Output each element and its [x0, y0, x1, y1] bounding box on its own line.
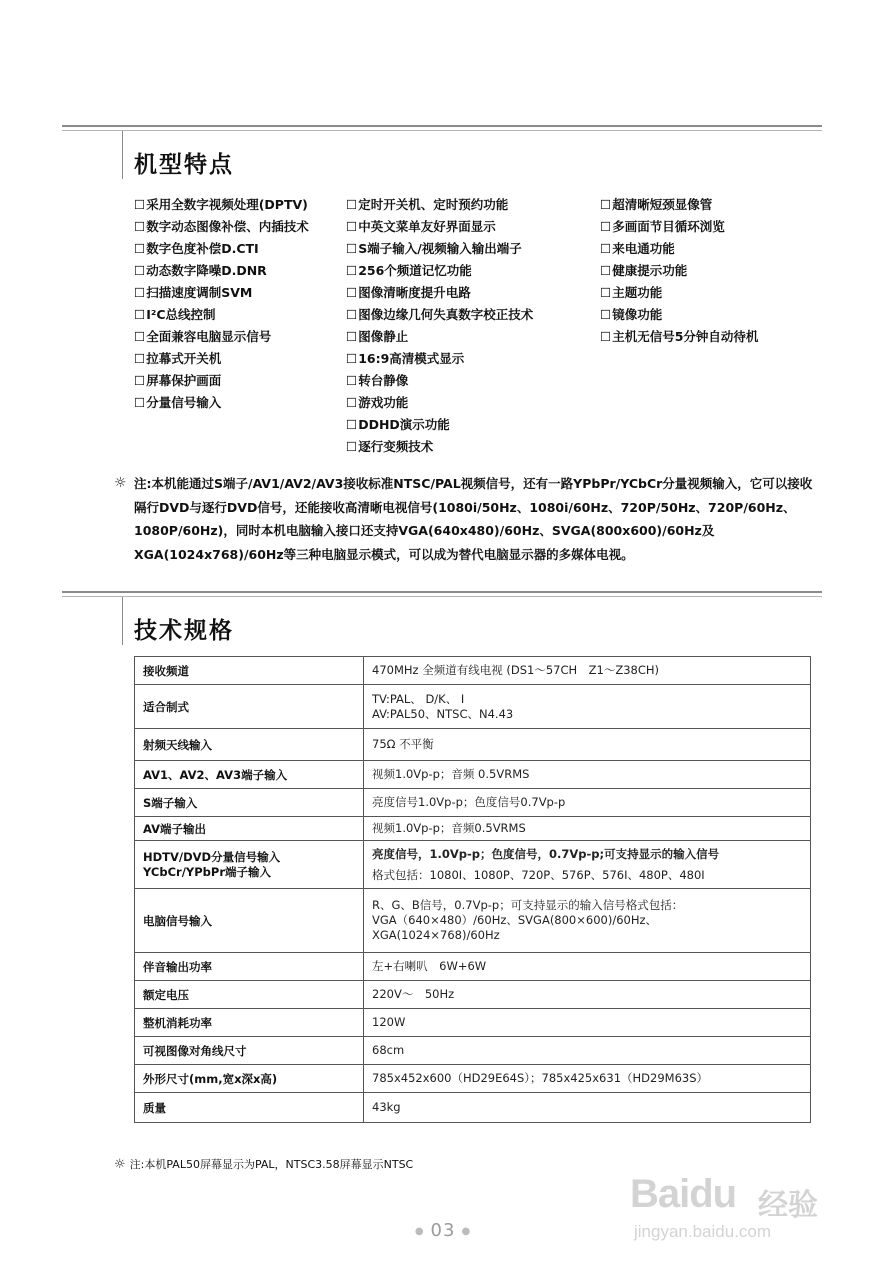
sun-icon: ☼ — [114, 1157, 126, 1172]
spec-label: 质量 — [135, 1093, 364, 1123]
feature-item: ☐ 图像清晰度提升电路 — [346, 282, 596, 304]
feature-item: ☐ 屏幕保护画面 — [134, 370, 329, 392]
title-vline-2 — [122, 597, 123, 645]
spec-value — [364, 761, 811, 789]
table-row — [135, 729, 811, 761]
spec-value-line: 75Ω 不平衡 — [372, 737, 434, 751]
title-vline — [122, 131, 123, 179]
feature-item: ☐ 健康提示功能 — [600, 260, 840, 282]
specs-table — [134, 656, 811, 1123]
spec-value-line: AV:PAL50、NTSC、N4.43 — [372, 706, 514, 721]
spec-value — [364, 729, 811, 761]
spec-value-line: 43kg — [372, 1100, 401, 1114]
footnote — [114, 1156, 413, 1172]
spec-value-line: XGA(1024×768)/60Hz — [372, 928, 500, 942]
spec-value-line: 亮度信号1.0Vp-p；色度信号0.7Vp-p — [372, 795, 566, 809]
spec-value — [364, 889, 811, 953]
features-note — [114, 472, 814, 566]
table-row — [135, 1093, 811, 1123]
feature-item: ☐ 扫描速度调制SVM — [134, 282, 329, 304]
spec-label: AV端子输出 — [135, 817, 364, 841]
footnote-text: 注:本机PAL50屏幕显示为PAL，NTSC3.58屏幕显示NTSC — [129, 1158, 414, 1171]
spec-value-line: 470MHz 全频道有线电视 (DS1～57CH Z1～Z38CH) — [372, 663, 660, 677]
spec-label: AV1、AV2、AV3端子输入 — [135, 761, 364, 789]
features-list — [134, 194, 834, 460]
spec-value-line: 亮度信号，1.0Vp-p；色度信号，0.7Vp-p;可支持显示的输入信号 — [372, 846, 720, 861]
top-rule — [62, 125, 822, 127]
middle-rule — [62, 591, 822, 593]
spec-label: 伴音输出功率 — [135, 953, 364, 981]
feature-item: ☐ I²C总线控制 — [134, 304, 329, 326]
feature-item: ☐ 超清晰短颈显像管 — [600, 194, 840, 216]
watermark-logo: Baidu — [630, 1172, 737, 1216]
feature-item: ☐ 镜像功能 — [600, 304, 840, 326]
sun-icon: ☼ — [114, 475, 127, 491]
spec-value — [364, 657, 811, 685]
spec-value-line: 视频1.0Vp-p；音频0.5VRMS — [372, 821, 526, 835]
spec-value — [364, 1093, 811, 1123]
feature-item: ☐ 全面兼容电脑显示信号 — [134, 326, 329, 348]
table-row — [135, 889, 811, 953]
feature-item: ☐ 拉幕式开关机 — [134, 348, 329, 370]
spec-label-line: HDTV/DVD分量信号输入 — [143, 849, 281, 864]
feature-item: ☐ 定时开关机、定时预约功能 — [346, 194, 596, 216]
feature-item: ☐ 动态数字降噪D.DNR — [134, 260, 329, 282]
spec-label: 整机消耗功率 — [135, 1009, 364, 1037]
table-row — [135, 817, 811, 841]
table-row — [135, 981, 811, 1009]
feature-item: ☐ 16:9高清模式显示 — [346, 348, 596, 370]
spec-value-line: 左+右喇叭 6W+6W — [372, 959, 487, 973]
specs-title: 技术规格 — [134, 618, 234, 644]
spec-label: S端子输入 — [135, 789, 364, 817]
feature-item: ☐ 数字色度补偿D.CTI — [134, 238, 329, 260]
spec-value — [364, 953, 811, 981]
feature-item: ☐ 逐行变频技术 — [346, 436, 596, 458]
top-rule-thin — [62, 130, 822, 131]
table-row — [135, 685, 811, 729]
features-col-3 — [600, 194, 840, 348]
table-row — [135, 761, 811, 789]
page-number-text: 03 — [430, 1220, 456, 1241]
feature-item: ☐ 游戏功能 — [346, 392, 596, 414]
spec-label: 额定电压 — [135, 981, 364, 1009]
spec-value-line: 120W — [372, 1015, 406, 1029]
spec-label — [135, 841, 364, 889]
feature-item: ☐ 来电通功能 — [600, 238, 840, 260]
spec-value — [364, 685, 811, 729]
spec-value — [364, 1065, 811, 1093]
feature-item: ☐ 中英文菜单友好界面显示 — [346, 216, 596, 238]
feature-item: ☐ 数字动态图像补偿、内插技术 — [134, 216, 329, 238]
bullet-dot: ● — [414, 1225, 425, 1237]
feature-item: ☐ 采用全数字视频处理(DPTV) — [134, 194, 329, 216]
watermark-url: jingyan.baidu.com — [634, 1222, 772, 1241]
middle-rule-thin — [62, 596, 822, 597]
page-number — [0, 1220, 886, 1241]
feature-item: ☐ S端子输入/视频输入输出端子 — [346, 238, 596, 260]
table-row — [135, 657, 811, 685]
spec-value — [364, 841, 811, 889]
baidu-watermark — [630, 1150, 870, 1260]
spec-label: 可视图像对角线尺寸 — [135, 1037, 364, 1065]
feature-item: ☐ 转台静像 — [346, 370, 596, 392]
spec-label: 电脑信号输入 — [135, 889, 364, 953]
spec-value — [364, 1009, 811, 1037]
feature-item: ☐ 图像边缘几何失真数字校正技术 — [346, 304, 596, 326]
bullet-dot: ● — [461, 1225, 472, 1237]
spec-value-line: VGA（640×480）/60Hz、SVGA(800×600)/60Hz、 — [372, 913, 658, 927]
spec-label: 适合制式 — [135, 685, 364, 729]
spec-value — [364, 1037, 811, 1065]
table-row — [135, 953, 811, 981]
features-col-2 — [346, 194, 596, 458]
spec-label-line: YCbCr/YPbPr端子输入 — [143, 864, 271, 879]
spec-value-line: 68cm — [372, 1043, 405, 1057]
table-row — [135, 789, 811, 817]
feature-item: ☐ DDHD演示功能 — [346, 414, 596, 436]
spec-value-line: TV:PAL、 D/K、 I — [372, 691, 465, 706]
spec-value — [364, 789, 811, 817]
spec-label: 接收频道 — [135, 657, 364, 685]
spec-value-line: 视频1.0Vp-p；音频 0.5VRMS — [372, 767, 530, 781]
feature-item: ☐ 图像静止 — [346, 326, 596, 348]
feature-item: ☐ 主题功能 — [600, 282, 840, 304]
spec-value — [364, 817, 811, 841]
spec-value — [364, 981, 811, 1009]
features-note-text: 注:本机能通过S端子/AV1/AV2/AV3接收标准NTSC/PAL视频信号，还有一路YPbPr/YCbCr分量视频输入，它可以接收隔行DVD与逐行DVD信号，还能接收高清晰电视信号(1080i/50Hz、1080i/60Hz、720P/50Hz、720P/60Hz、1080P/60Hz)，同时本机电脑输入接口还支持VGA(640x480)/60Hz、SVGA(800x600)/60Hz及XGA(1024x768)/60Hz等三种电脑显示模式，可以成为替代电脑显示器的多媒体电视。 — [134, 476, 813, 562]
features-col-1 — [134, 194, 329, 414]
spec-label: 外形尺寸(mm,宽x深x高) — [135, 1065, 364, 1093]
table-row — [135, 1009, 811, 1037]
table-row — [135, 1065, 811, 1093]
spec-value-line: 格式包括：1080I、1080P、720P、576P、576I、480P、480I — [372, 867, 705, 882]
feature-item: ☐ 256个频道记忆功能 — [346, 260, 596, 282]
table-row — [135, 841, 811, 889]
feature-item: ☐ 分量信号输入 — [134, 392, 329, 414]
spec-label: 射频天线输入 — [135, 729, 364, 761]
spec-value-line: 220V～ 50Hz — [372, 987, 455, 1001]
table-row — [135, 1037, 811, 1065]
feature-item: ☐ 多画面节目循环浏览 — [600, 216, 840, 238]
features-title: 机型特点 — [134, 152, 234, 178]
spec-value-line: R、G、B信号，0.7Vp-p；可支持显示的输入信号格式包括： — [372, 898, 684, 912]
spec-value-line: 785x452x600（HD29E64S）；785x425x631（HD29M63S） — [372, 1071, 708, 1085]
feature-item: ☐ 主机无信号5分钟自动待机 — [600, 326, 840, 348]
watermark-sub: 经验 — [758, 1188, 818, 1223]
